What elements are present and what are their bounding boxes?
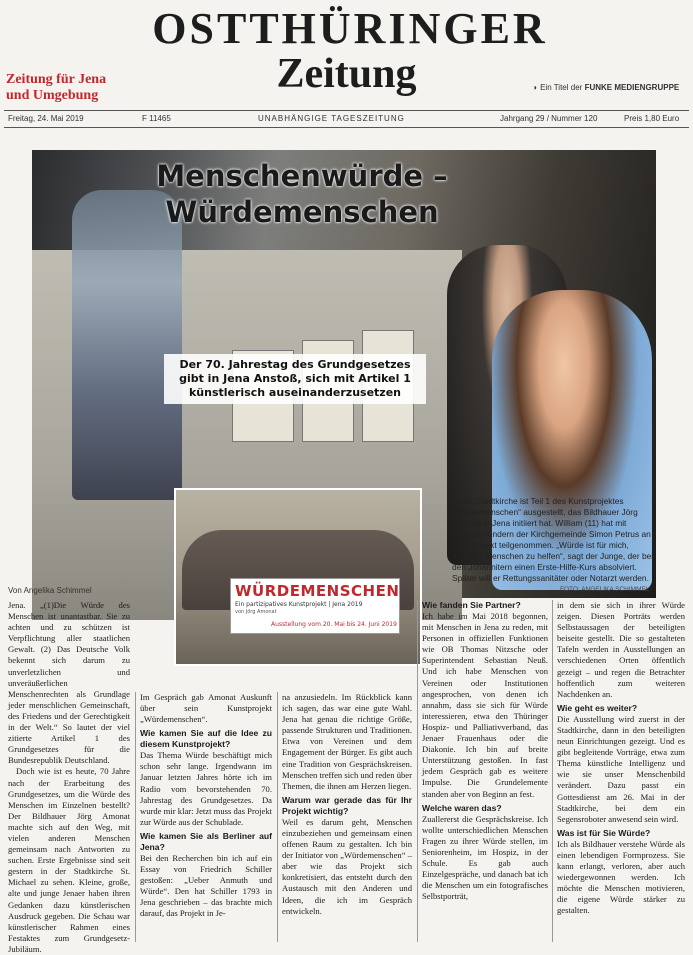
text-column-5 <box>557 600 685 945</box>
divider-top <box>4 110 689 111</box>
interview-answer: Die Ausstellung wird zuerst in der Stadtkirche, dann in den beteiligten neun Einrichtungen gezeigt. Und es gibt begleitende Vorträge, etwa zum Thema künstliche Intelligenz und wie sie unser Menschenbild verändert. Dazu passt ein Gottesdienst am 26. Mai in der Stadtkirche, bei dem ein Segensroboter anwesend sein wird. <box>557 713 685 824</box>
inset-photo <box>174 488 422 666</box>
interview-question: Warum war gerade das für Ihr Projekt wichtig? <box>282 794 412 816</box>
publisher-brand: FUNKE MEDIENGRUPPE <box>584 83 680 92</box>
tagline-line1: Zeitung für Jena <box>6 72 107 87</box>
newspaper-name-line1: OSTTHÜRINGER <box>152 4 548 53</box>
text-column-2 <box>140 692 272 947</box>
photo-credit: FOTO: ANGELIKA SCHIMMEL <box>560 586 650 593</box>
paragraph: Im Gespräch gab Amonat Auskunft über sein Kunstprojekt „Würdemenschen“. <box>140 692 272 725</box>
banner-subtitle: Ein partizipatives Kunstprojekt | Jena 2019 <box>235 601 363 608</box>
text-column-1 <box>8 600 130 954</box>
headline <box>142 158 462 230</box>
byline: Von Angelika Schimmel <box>8 586 92 595</box>
interview-answer: Zuallererst die Gesprächskreise. Ich wollte unterschiedlichen Menschen Fragen zu ihrer Würde stellen, im Seniorenheim, im Hospiz, in der Schule. Es gab auch Einzelgespräche, und danach bat ich die Menschen um ein fotografisches Selbstporträt, <box>422 813 548 902</box>
banner-title: WÜRDEMENSCHEN <box>235 582 400 600</box>
text-column-3 <box>282 692 412 947</box>
interview-answer: Bei den Recherchen bin ich auf ein Essay von Friedrich Schiller gestoßen: „Ueber Anmuth und Würde“. Den hat Schiller 1793 in Jena geschrieben – das brachte mich darauf, das Projekt in Je- <box>140 852 272 919</box>
info-line <box>0 112 693 126</box>
kid-portrait-figure <box>72 190 182 500</box>
photo-caption: In der Stadtkirche ist Teil 1 des Kunstprojektes „Würdemenschen“ ausgestellt, das Bildhauer Jörg Amonat in Jena initiiert hat. William (11) hat mit anderen Kindern der Kirchgemeinde Simon Petrus an dem Projekt teilgenommen. „Würde ist für mich, anderen Menschen zu helfen“, sagt der Junge, der bei den Johannitern einen Erste-Hilfe-Kurs absolviert. Später will er Rettungssanitäter oder Notarzt werden. <box>452 496 654 583</box>
newspaper-name-line2: Zeitung <box>276 51 417 97</box>
interview-answer: na anzusiedeln. Im Rückblick kann ich sagen, das war eine gute Wahl. Jena hat genau die richtige Größe, passende Strukturen und Traditionen. Etwa von Vereinen und dem Engagement der Bürger. Es gibt auch eine Tradition von Gesprächskreisen. Menschen treffen sich und reden über Themen, die ihnen am Herzen liegen. <box>282 692 412 791</box>
interview-question: Wie kamen Sie als Berliner auf Jena? <box>140 830 272 852</box>
interview-question: Wie kamen Sie auf die Idee zu diesem Kunstprojekt? <box>140 728 272 750</box>
issue-date: Freitag, 24. Mai 2019 <box>8 114 84 123</box>
interview-question: Wie fanden Sie Partner? <box>422 600 521 610</box>
motto: UNABHÄNGIGE TAGESZEITUNG <box>258 114 405 123</box>
column-divider <box>277 692 278 942</box>
publisher-icon: ◗ <box>533 83 538 92</box>
column-divider <box>135 692 136 942</box>
issue-price: Preis 1,80 Euro <box>624 114 680 123</box>
interview-answer: in dem sie sich in ihrer Würde zeigen. Diesen Porträts werden Selbstaussagen der beteiligten beiseite gestellt. Die so gestalteten Tafeln werden in Ausstellungen an verschiedenen Orten öffentlich gezeigt – und regen die Betrachter hoffentlich zum weiteren Nachdenken an. <box>557 600 685 699</box>
interview-question: Was ist für Sie Würde? <box>557 827 651 838</box>
publisher-prefix: Ein Titel der <box>540 83 583 92</box>
masthead <box>0 0 693 150</box>
project-banner <box>230 578 400 634</box>
column-divider <box>552 600 553 942</box>
issue-code: F 11465 <box>142 114 171 123</box>
paragraph: Jena. „(1)Die Würde des Menschen ist unantastbar. Sie zu achten und zu schützen ist Verpflichtung aller staatlichen Gewalt. (2) Das Deutsche Volk bekennt sich darum zu unverletzlichen und unveräußerlichen Menschenrechten als Grundlage jeder menschlichen Gemeinschaft, des Friedens und der Gerechtigkeit in der Welt.“ So lautet der viel zitierte Artikel 1 des Grundgesetzes für die Bundesrepublik Deutschland. <box>8 600 130 766</box>
divider-bottom <box>4 127 689 128</box>
interview-answer: Weil es darum geht, Menschen einzubeziehen und gemeinsam einen offenen Raum zu gestalten. Ich bin der Initiator von „Würdemenschen“ – aber wie das Projekt sich konkretisiert, das entsteht durch den Austausch mit den Anderen und Ideen, die ich im Gespräch entwickeln. <box>282 816 412 916</box>
banner-dates: Ausstellung vom 20. Mai bis 24. Juni 2019 <box>271 621 397 628</box>
column-divider <box>417 600 418 942</box>
interview-answer: Ich habe im Mai 2018 begonnen, mit Menschen in Jena zu reden, mit Personen in offiziellen Funktionen wie OB Thomas Nitzsche oder Superintendent Sebastian Neuß. Und ich habe Menschen von Vereinen oder Institutionen angesprochen, von denen ich annahm, dass sie sich für Würde interessieren, etwa den Thüringer Hospiz- und Palliativverband, das Jenaer Frauenhaus oder die Diakonie. Ich bin auf breite Unterstützung gestoßen. In fast jedem Gespräch gab es weitere Impulse. Die Grundelemente standen aber von Beginn an fest. <box>422 611 548 799</box>
tagline <box>6 72 106 104</box>
tagline-line2: und Umgebung <box>6 88 99 103</box>
publisher-note <box>533 83 679 92</box>
interview-question: Welche waren das? <box>422 802 502 813</box>
paragraph: Doch wie ist es heute, 70 Jahre nach der Erarbeitung des Grundgesetzes, um die Würde des Menschen im Einzelnen bestellt? Der Bildhauer Jörg Amonat machte sich auf den Weg, mit vielen anderen Menschen gemeinsam nach Antworten zu suchen. Erste Ergebnisse sind seit gestern in der Stadtkirche St. Michael zu sehen. Kleine, große, alte und junge Jenaer haben ihren Gedanken dazu künstlerischen Ausdruck gegeben. Die Schau war künstlerischer Rahmen eines Festaktes zum Grundgesetz-Jubiläum. <box>8 766 130 954</box>
subheadline: Der 70. Jahrestag des Grundgesetzes gibt in Jena Anstoß, sich mit Artikel 1 künstlerisch auseinanderzusetzen <box>164 354 426 404</box>
headline-line2: Würdemenschen <box>165 195 439 229</box>
interview-question: Wie geht es weiter? <box>557 702 638 713</box>
interview-answer: Das Thema Würde beschäftigt mich schon sehr lange. Irgendwann im Januar letzten Jahres hörte ich im Radio vom bevorstehenden 70. Jahrestag des Grundgesetzes. Da wurde mir klar: Jetzt muss das Projekt zur Würde aus der Schublade. <box>140 750 272 827</box>
text-column-4 <box>422 600 548 945</box>
issue-number: Jahrgang 29 / Nummer 120 <box>500 114 598 123</box>
interview-answer: Ich als Bildhauer verstehe Würde als einen lebendigen Formprozess. Sie kann erlangt, verloren, aber auch wiedergewonnen werden. Ich möchte die Menschen motivieren, die eigene Würde stärker zu gestalten. <box>557 838 685 916</box>
headline-line1: Menschenwürde – <box>156 159 448 193</box>
banner-artist: von Jörg Amonat <box>235 609 277 615</box>
